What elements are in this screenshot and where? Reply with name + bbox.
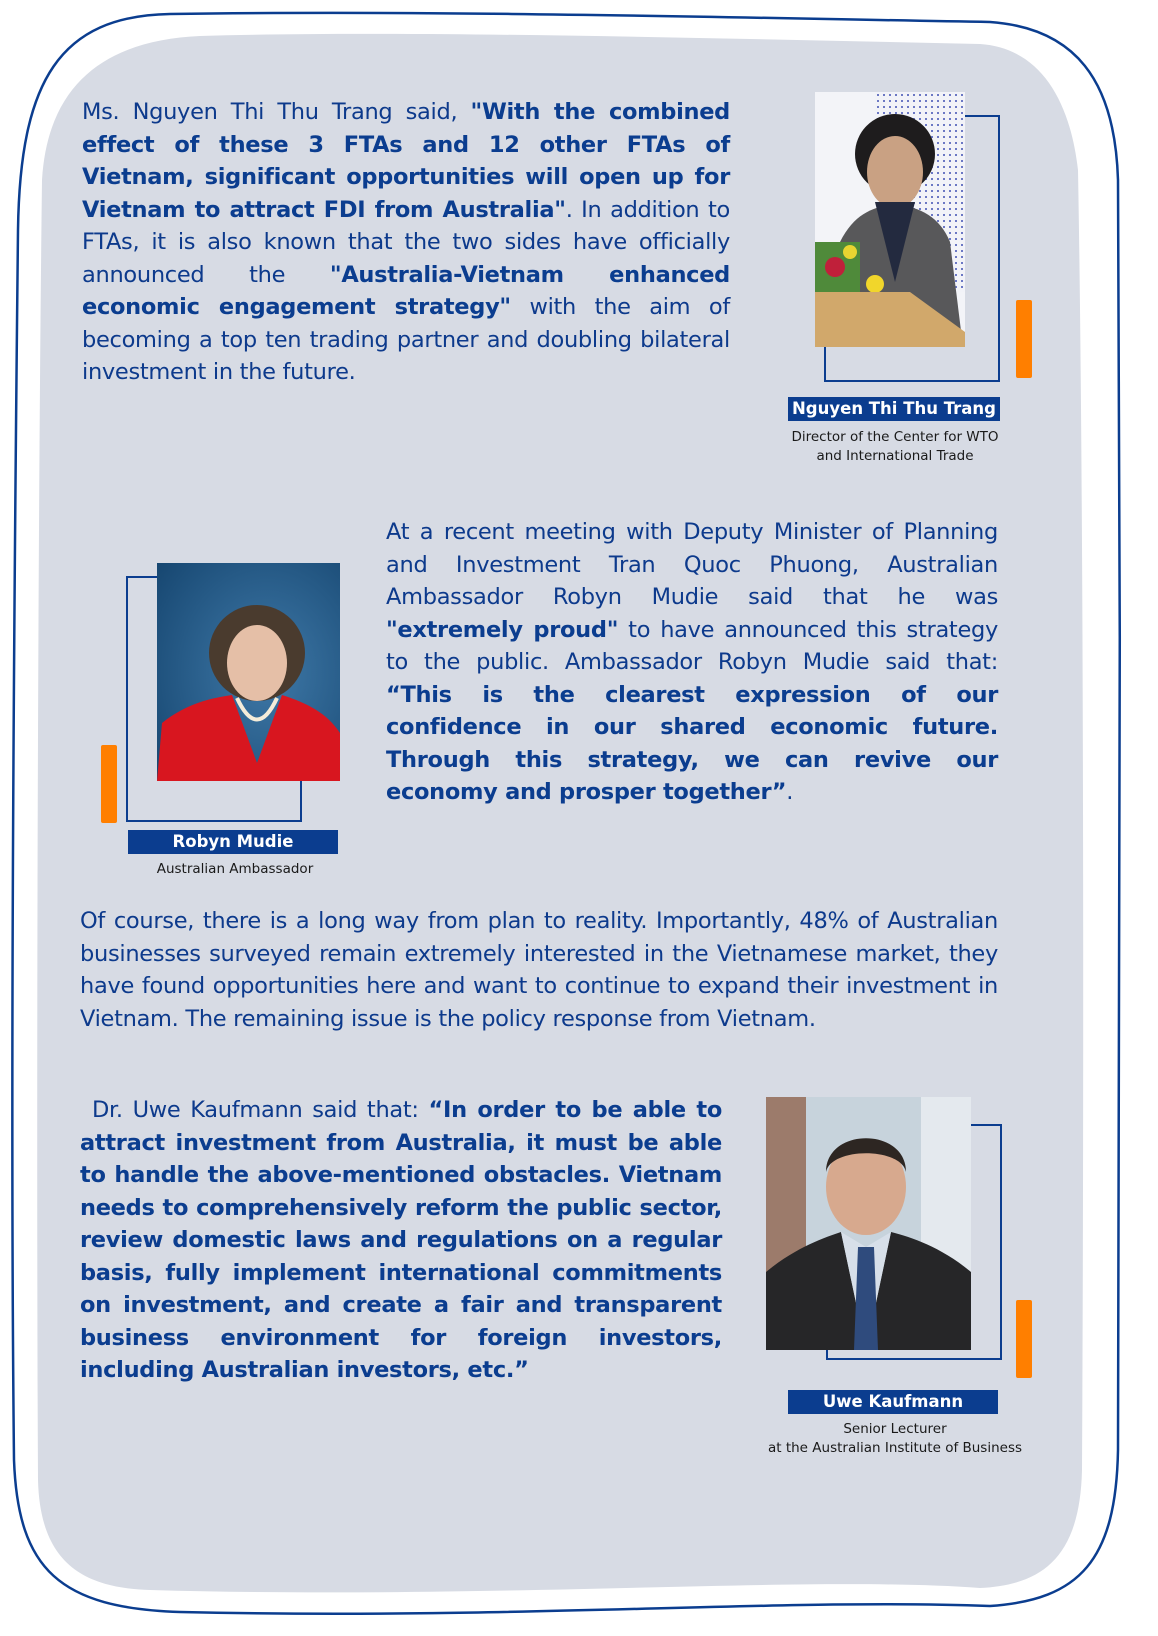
section1-quote: "With the combined effect of these 3 FTAs and 12 other FTAs of Vietnam, significant opportunities will open up for Vietnam to attract FDI from Australia" <box>82 99 730 223</box>
section1-mid: . In addition to FTAs, it is also known that the two sides have officially announced the <box>82 196 730 288</box>
section1-paragraph <box>82 96 730 389</box>
section2-paragraph <box>386 516 998 809</box>
title-line-1: Director of the Center for WTO <box>791 429 999 445</box>
section4-intro: Dr. Uwe Kaufmann said that: <box>92 1097 419 1123</box>
photo-uwe-kaufmann <box>766 1097 971 1350</box>
name-label-uwe-kaufmann: Uwe Kaufmann <box>788 1390 998 1414</box>
title-line-1: Senior Lecturer <box>843 1421 947 1437</box>
title-uwe-kaufmann <box>740 1420 1050 1458</box>
title-nguyen-thi-thu-trang <box>750 428 1040 466</box>
orange-accent-bar <box>1016 1300 1032 1378</box>
name-label-nguyen-thi-thu-trang: Nguyen Thi Thu Trang <box>788 397 1000 421</box>
section4-quote: “In order to be able to attract investment from Australia, it must be able to handle the above-mentioned obstacles. Vietnam needs to comprehensively reform the public sector, review domestic laws and regulations on a regular basis, fully implement international commitments on investment, and create a fair and transparent business environment for foreign investors, including Australian investors, etc.” <box>80 1097 722 1383</box>
section2-intro: At a recent meeting with Deputy Minister of Planning and Investment Tran Quoc Phuong, Australian Ambassador Robyn Mudie said that he was <box>386 519 998 610</box>
orange-accent-bar <box>101 745 117 823</box>
orange-accent-bar <box>1016 300 1032 378</box>
photo-nguyen-thi-thu-trang <box>815 92 965 347</box>
section1-end: with the aim of becoming a top ten trading partner and doubling bilateral investment in the future. <box>82 294 730 385</box>
title-robyn-mudie: Australian Ambassador <box>156 861 314 877</box>
photo-robyn-mudie <box>157 563 340 781</box>
section2-end: . <box>786 779 794 805</box>
title-line-2: at the Australian Institute of Business <box>767 1440 1023 1456</box>
section2-quote: “This is the clearest expression of our confidence in our shared economic future. Through this strategy, we can revive our economy and prosper together” <box>386 681 998 805</box>
section3-paragraph: Of course, there is a long way from plan to reality. Importantly, 48% of Australian businesses surveyed remain extremely interested in the Vietnamese market, they have found opportunities here and want to continue to expand their investment in Vietnam. The remaining issue is the policy response from Vietnam. <box>80 908 998 1032</box>
title-line-2: and International Trade <box>816 448 974 464</box>
section2-mid: to have announced this strategy to the public. Ambassador Robyn Mudie said that: <box>386 616 998 675</box>
section1-intro: Ms. Nguyen Thi Thu Trang said, <box>82 99 458 125</box>
section2-proud: "extremely proud" <box>386 616 619 643</box>
name-label-robyn-mudie: Robyn Mudie <box>128 830 338 854</box>
section1-strategy: "Australia-Vietnam enhanced economic engagement strategy" <box>82 261 730 320</box>
section4-paragraph <box>80 1094 722 1387</box>
